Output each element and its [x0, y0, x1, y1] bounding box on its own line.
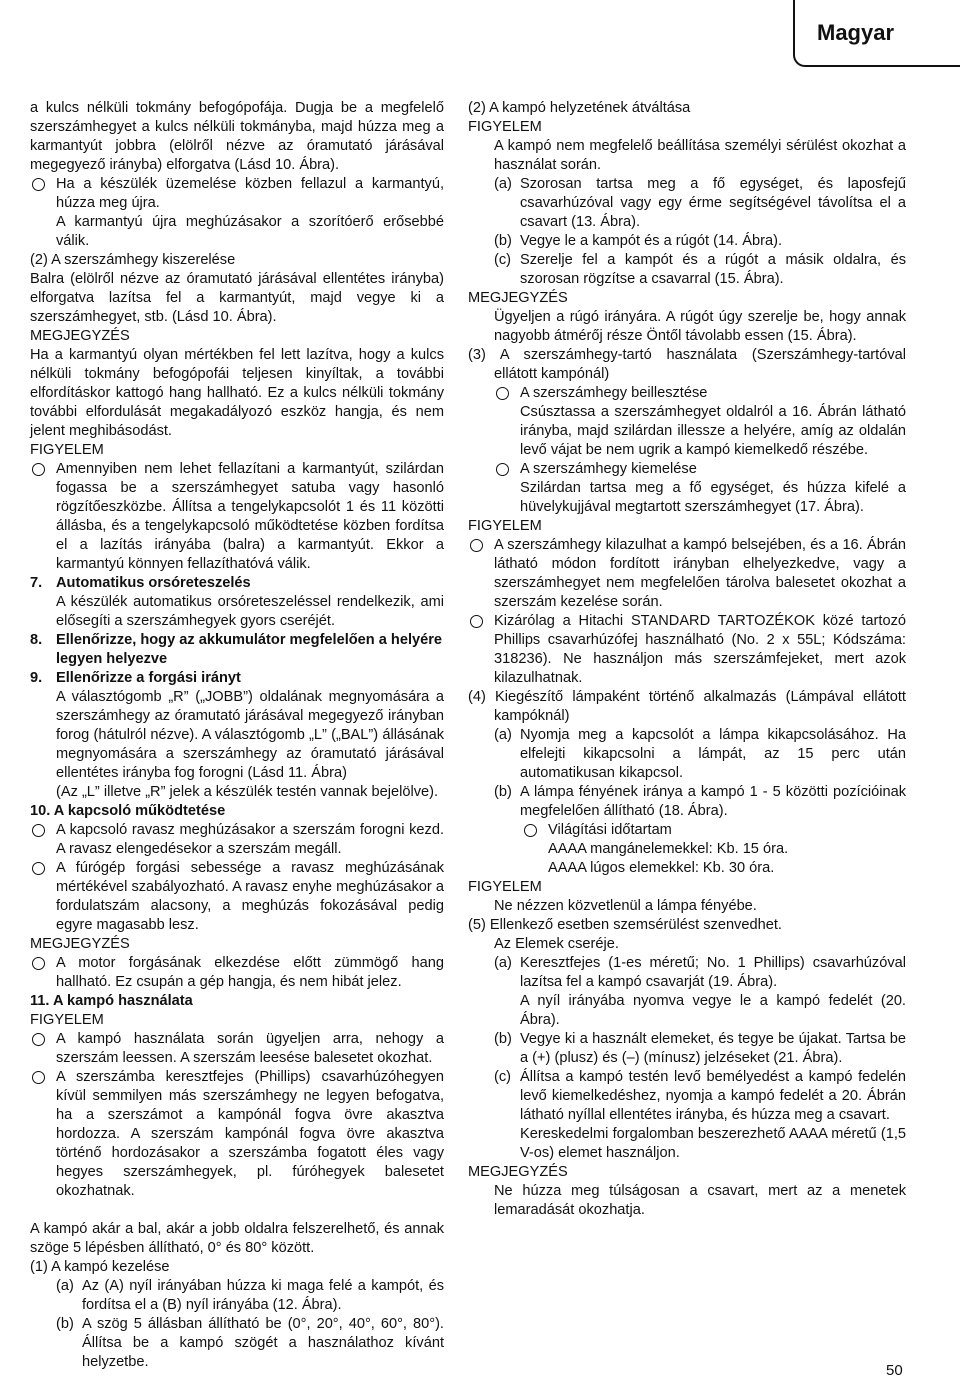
list-item — [468, 232, 906, 251]
paragraph: A kampó nem megfelelő beállítása személyi sérülést okozhat a használat során. — [494, 138, 906, 173]
item-marker: (a) — [56, 1278, 74, 1294]
section-title: Ellenőrizze, hogy az akkumulátor megfelelően a helyére legyen helyezve — [56, 632, 443, 667]
bullet-item: Ha a készülék üzemelése közben fellazul a karmantyú, húzza meg újra. — [30, 175, 444, 213]
note-label: MEGJEGYZÉS — [468, 290, 568, 306]
item-text: A szög 5 állásban állítható be (0°, 20°, 40°, 60°, 80°). Állítsa be a kampó szögét a használathoz kívánt helyzetbe. — [82, 1316, 444, 1370]
paragraph: Az Elemek cseréje. — [494, 936, 619, 952]
item-marker: (b) — [494, 233, 512, 249]
subheading: (1) A kampó kezelése — [30, 1259, 170, 1275]
section-title: Ellenőrizze a forgási irányt — [56, 670, 241, 686]
section-heading — [30, 631, 444, 669]
paragraph: Balra (elölről nézve az óramutató járásával ellentétes irányba) elforgatva lazítsa fel a karmantyút, majd vegye ki a szerszámhegyet, stb. (Lásd 10. Ábra). — [30, 271, 444, 325]
section-title: Automatikus orsóreteszelés — [56, 575, 251, 591]
paragraph: Kereskedelmi forgalomban beszerezhető AAAA méretű (1,5 V-os) elemet használjon. — [520, 1126, 906, 1161]
list-item — [468, 1030, 906, 1068]
item-text: Szerelje fel a kampót és a rúgót a másik oldalra, és szorosan rögzítse a csavarral (15. Ábra). — [520, 252, 906, 287]
list-item — [468, 783, 906, 821]
bullet-item: A szerszámhegy kiemelése — [468, 460, 906, 479]
item-text: Szorosan tartsa meg a fő egységet, és laposfejű csavarhúzóval vagy egy érme segítségével távolítsa el a csavart (13. Ábra). — [520, 176, 906, 230]
subheading: (2) A kampó helyzetének átváltása — [468, 100, 691, 116]
section-heading — [30, 669, 444, 688]
bullet-item: A szerszámba keresztfejes (Phillips) csavarhúzóhegyen kívül semmilyen más szerszámhegy ne legyen befogatva, ha a szerszámot a kampónál fogva övre akasztva hordozza. A szerszám kampónál fogva övre akasztva történő hordozásakor a szerszámba fogatott éles vagy hegyes szerszámhegyek, pl. fúróhegyek balesetet okozhatnak. — [30, 1068, 444, 1201]
bullet-item: Világítási időtartam — [468, 821, 906, 840]
paragraph: Ha a karmantyú olyan mértékben fel lett lazítva, hogy a kulcs nélküli tokmány befogópofái teljesen kinyíltak, a további elfordításkor kattogó hang hallható. Ez a kulcs nélküli tokmány további elfordulását megakadályozó eszköz hangja, és nem jelent meghibásodást. — [30, 347, 444, 439]
page-number: 50 — [886, 1362, 903, 1379]
section-number: 7. — [30, 575, 43, 591]
caution-label: FIGYELEM — [468, 518, 542, 534]
item-marker: (a) — [494, 955, 512, 971]
paragraph: A készülék automatikus orsóreteszeléssel rendelkezik, ami elősegíti a szerszámhegyek gyors cseréjét. — [56, 594, 444, 629]
paragraph: AAAA lúgos elemekkel: Kb. 30 óra. — [548, 860, 775, 876]
caution-label: FIGYELEM — [30, 1012, 104, 1028]
paragraph: A választógomb „R” („JOBB”) oldalának megnyomására a szerszámhegy az óramutató járásával megegyező irányban forog (hátulról nézve). A választógomb „L” („BAL”) állásának megnyomására a szerszámhegy az óramutató járásával ellentétes irányba fog forogni (Lásd 11. Ábra) — [56, 689, 444, 781]
item-text: Keresztfejes (1-es méretű; No. 1 Phillips) csavarhúzóval lazítsa fel a kampó csavarját (19. Ábra). — [520, 955, 906, 990]
section-number: 8. — [30, 632, 43, 648]
bullet-item: A fúrógép forgási sebessége a ravasz meghúzásának mértékével szabályozható. A ravasz enyhe meghúzásakor a fordulatszám alacsony, a meghúzás fokozásával pedig egyre magasabb lesz. — [30, 859, 444, 935]
bullet-item: Kizárólag a Hitachi STANDARD TARTOZÉKOK közé tartozó Phillips csavarhúzófej használható (No. 2 x 55L; Kódszáma: 318236). Ne használjon más szerszámfejeket, mert azok kilazulhatnak. — [468, 612, 906, 688]
right-column — [468, 99, 906, 1220]
item-text: Állítsa a kampó testén levő bemélyedést a kampó fedelén levő kiemelkedéshez, nyomja a kampó fedelét a 20. Ábrán látható nyíllal ellentétes irányba, és húzza meg a csavart. — [520, 1069, 906, 1123]
language-tab — [793, 0, 960, 67]
paragraph: Ne húzza meg túlságosan a csavart, mert az a menetek lemaradását okozhatja. — [494, 1183, 906, 1218]
item-text: Az (A) nyíl irányában húzza ki maga felé a kampót, és fordítsa el a (B) nyíl irányába (12. Ábra). — [82, 1278, 444, 1313]
subheading: (3) A szerszámhegy-tartó használata (Szerszámhegy-tartóval ellátott kampónál) — [468, 347, 906, 382]
item-text: Vegye le a kampót és a rúgót (14. Ábra). — [520, 233, 783, 249]
paragraph: Szilárdan tartsa meg a fő egységet, és húzza kifelé a hüvelykujjával megtartott szerszámhegyet (17. Ábra). — [520, 480, 906, 515]
section-heading: 11. A kampó használata — [30, 993, 193, 1009]
item-marker: (b) — [494, 784, 512, 800]
section-heading — [30, 574, 444, 593]
list-item — [30, 1277, 444, 1315]
list-item — [468, 1068, 906, 1125]
paragraph: A kampó akár a bal, akár a jobb oldalra felszerelhető, és annak szöge 5 lépésben állítható, 0° és 80° között. — [30, 1221, 444, 1256]
bullet-item: A motor forgásának elkezdése előtt zümmögő hang hallható. Ez csupán a gép hangja, és nem hibát jelez. — [30, 954, 444, 992]
subheading: (4) Kiegészítő lámpaként történő alkalmazás (Lámpával ellátott kampóknál) — [468, 689, 906, 724]
bullet-item: A szerszámhegy kilazulhat a kampó belsejében, és a 16. Ábrán látható módon fordított irányban elhelyezkedve, vagy a szerszámhegyet nem megfelelően tárolva balesetet okozhat a szerszám kezelése során. — [468, 536, 906, 612]
paragraph: Csúsztassa a szerszámhegyet oldalról a 16. Ábrán látható irányba, majd szilárdan illessze a helyére, amíg az oldalán levő vájat be nem ugrik a kampó kiemelkedő részébe. — [520, 404, 906, 458]
item-text: Vegye ki a használt elemeket, és tegye be újakat. Tartsa be a (+) (plusz) és (–) (mínusz) jelzéseket (21. Ábra). — [520, 1031, 906, 1066]
item-marker: (b) — [56, 1316, 74, 1332]
note-label: MEGJEGYZÉS — [30, 328, 130, 344]
item-marker: (c) — [494, 1069, 512, 1085]
note-label: MEGJEGYZÉS — [30, 936, 130, 952]
item-text: Nyomja meg a kapcsolót a lámpa kikapcsolásához. Ha elfelejti kikapcsolni a lámpát, az 15 perc után automatikusan kikapcsol. — [520, 727, 906, 781]
list-item — [30, 1315, 444, 1372]
paragraph: Ne nézzen közvetlenül a lámpa fényébe. — [494, 898, 757, 914]
caution-label: FIGYELEM — [468, 879, 542, 895]
language-label: Magyar — [817, 20, 895, 45]
item-marker: (c) — [494, 252, 512, 268]
section-heading: 10. A kapcsoló működtetése — [30, 803, 226, 819]
list-item — [468, 954, 906, 992]
note-label: MEGJEGYZÉS — [468, 1164, 568, 1180]
paragraph: Ügyeljen a rúgó irányára. A rúgót úgy szerelje be, hogy annak nagyobb átmérőj része Öntől távolabb essen (15. Ábra). — [494, 309, 906, 344]
paragraph: A nyíl irányába nyomva vegye le a kampó fedelét (20. Ábra). — [520, 993, 906, 1028]
subheading: (2) A szerszámhegy kiszerelése — [30, 252, 236, 268]
list-item — [468, 726, 906, 783]
left-column — [30, 99, 444, 1372]
item-marker: (a) — [494, 727, 512, 743]
list-item — [468, 175, 906, 232]
paragraph: a kulcs nélküli tokmány befogópofája. Dugja be a megfelelő szerszámhegyet a kulcs nélküli tokmányba, majd húzza meg a karmantyút jobbra (elölről nézve az óramutató járásával megegyező irányba) elforgatva (Lásd 10. Ábra). — [30, 100, 444, 173]
caution-label: FIGYELEM — [30, 442, 104, 458]
section-number: 9. — [30, 670, 43, 686]
bullet-item: A kapcsoló ravasz meghúzásakor a szerszám forogni kezd. A ravasz elengedésekor a szerszám megáll. — [30, 821, 444, 859]
list-item — [468, 251, 906, 289]
item-marker: (b) — [494, 1031, 512, 1047]
item-marker: (a) — [494, 176, 512, 192]
caution-label: FIGYELEM — [468, 119, 542, 135]
paragraph: (Az „L” illetve „R” jelek a készülék testén vannak bejelölve). — [56, 784, 439, 800]
item-text: A lámpa fényének iránya a kampó 1 - 5 közötti pozícióinak megfelelően állítható (18. Ábra). — [520, 784, 906, 819]
subheading: (5) Ellenkező esetben szemsérülést szenvedhet. — [468, 917, 782, 933]
bullet-item: A szerszámhegy beillesztése — [468, 384, 906, 403]
bullet-item: Amennyiben nem lehet fellazítani a karmantyút, szilárdan fogassa be a szerszámhegyet satuba vagy hasonló rögzítőeszközbe. Állítsa a tengelykapcsolót 1 és 11 közötti állásba, és a tengelykapcsoló működtetése közben fordítsa el a lazítás irányába (balra) a karmantyút. Ekkor a karmantyú könnyen fellazíthatóvá válik. — [30, 460, 444, 574]
paragraph: A karmantyú újra meghúzásakor a szorítóerő erősebbé válik. — [56, 214, 444, 249]
bullet-item: A kampó használata során ügyeljen arra, nehogy a szerszám leessen. A szerszám leesése balesetet okozhat. — [30, 1030, 444, 1068]
paragraph: AAAA mangánelemekkel: Kb. 15 óra. — [548, 841, 789, 857]
